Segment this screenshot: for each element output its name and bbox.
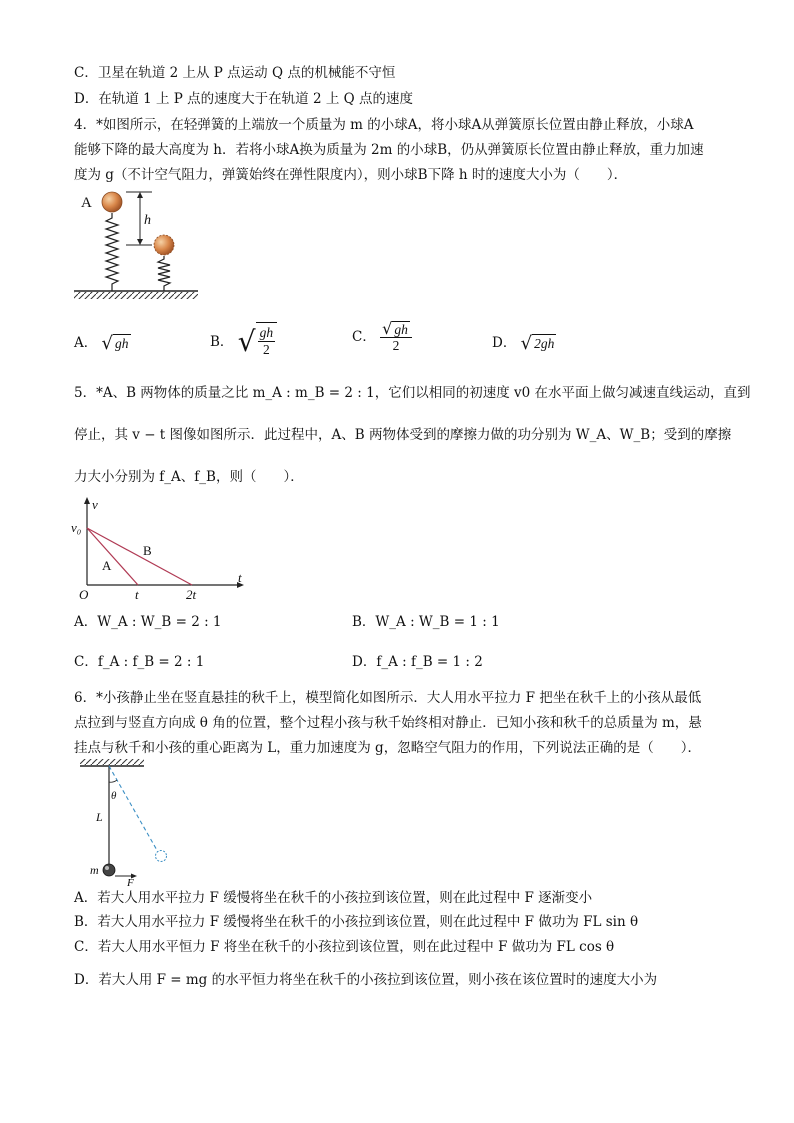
q6-stem-line2: 点拉到与竖直方向成 θ 角的位置，整个过程小孩与秋千始终相对静止．已知小孩和秋千的总质量为 m，悬 [74, 715, 702, 731]
right-spring [158, 256, 170, 291]
label-v: v [92, 497, 98, 512]
q3-option-d: D．在轨道 1 上 P 点的速度大于在轨道 2 上 Q 点的速度 [74, 91, 413, 107]
q4-option-b: B． √ $\frac{gh}{2}$ [210, 322, 277, 362]
sqrt-gh: √ gh [101, 332, 129, 354]
q6-swing-figure [80, 758, 180, 886]
frac-sqrt-gh-over-2: √ gh 2 [380, 320, 412, 354]
label-line-a: A [102, 558, 112, 573]
q6-option-a: A．若大人用水平拉力 F 缓慢将坐在秋千的小孩拉到该位置，则在此过程中 F 逐渐变小 [74, 890, 593, 906]
q4-option-c: C． √ gh 2 [352, 320, 412, 354]
q5-stem-line2: 停止，其 v − t 图像如图所示．此过程中，A、B 两物体受到的摩擦力做的功分别为 W_A、W_B；受到的摩擦 [74, 427, 732, 443]
q4-spring-figure [72, 186, 202, 310]
label-line-b: B [143, 543, 152, 558]
label-v0: v₀ [71, 520, 82, 535]
line-b [87, 528, 192, 585]
label-f: F [127, 877, 134, 886]
sqrt-2gh: √ 2gh [520, 332, 555, 354]
q3-option-c: C．卫星在轨道 2 上从 P 点运动 Q 点的机械能不守恒 [74, 65, 396, 81]
q6-option-c: C．若大人用水平恒力 F 将坐在秋千的小孩拉到该位置，则在此过程中 F 做功为 FL cos θ [74, 939, 615, 955]
q5-stem-line1: 5．*A、B 两物体的质量之比 m_A : m_B = 2 : 1，它们以相同的初速度 v0 在水平面上做匀减速直线运动，直到 [74, 385, 751, 401]
q5-stem-line3: 力大小分别为 f_A、f_B，则（ ）． [74, 469, 304, 485]
label-theta: θ [111, 790, 117, 802]
label-h: h [144, 213, 151, 228]
q5-option-a: A．W_A : W_B = 2 : 1 [74, 614, 222, 630]
q6-stem-line1: 6．*小孩静止坐在竖直悬挂的秋千上，模型简化如图所示．大人用水平拉力 F 把坐在秋千上的小孩从最低 [74, 690, 702, 706]
label-m: m [90, 863, 99, 877]
q6-option-b: B．若大人用水平拉力 F 缓慢将坐在秋千的小孩拉到该位置，则在此过程中 F 做功为 FL sin θ [74, 914, 639, 930]
q4-stem-line3: 度为 g（不计空气阻力，弹簧始终在弹性限度内），则小球B下降 h 时的速度大小为（ ）． [74, 167, 628, 183]
label-t-tick: t [135, 587, 139, 602]
q4-stem-line2: 能够下降的最大高度为 h．若将小球A换为质量为 2m 的小球B，仍从弹簧原长位置由静止释放，重力加速 [74, 142, 704, 158]
ground-hatch [74, 292, 198, 299]
child-mass [103, 864, 115, 876]
q6-stem-line3: 挂点与秋千和小孩的重心距离为 L，重力加速度为 g，忽略空气阻力的作用，下列说法正确的是（ ）． [74, 740, 701, 756]
q6-option-d: D．若大人用 F = mg 的水平恒力将坐在秋千的小孩拉到该位置，则小孩在该位置时的速度大小为 [74, 972, 658, 988]
label-a: A [81, 195, 92, 211]
q4-stem-line1: 4．*如图所示，在轻弹簧的上端放一个质量为 m 的小球A，将小球A从弹簧原长位置由静止释放，小球A [74, 117, 694, 133]
label-t-axis: t [238, 570, 242, 585]
ball-b [154, 235, 174, 255]
sqrt-gh-over-2: √ $\frac{gh}{2}$ [238, 322, 277, 362]
q5-option-c: C．f_A : f_B = 2 : 1 [74, 654, 205, 670]
displaced-ball [156, 851, 167, 862]
left-spring [106, 213, 118, 291]
displaced-rope [109, 766, 158, 852]
label-o: O [79, 587, 89, 602]
q4-option-d: D． √ 2gh [492, 332, 555, 354]
ball-a [102, 192, 122, 212]
line-a [87, 528, 138, 585]
label-2t-tick: 2t [186, 587, 197, 602]
q5-vt-graph [70, 495, 250, 603]
q5-option-b: B．W_A : W_B = 1 : 1 [352, 614, 500, 630]
q4-option-a: A． √ gh [74, 332, 129, 354]
ceiling-hatch [80, 759, 144, 765]
label-l: L [96, 810, 103, 824]
q5-option-d: D．f_A : f_B = 1 : 2 [352, 654, 483, 670]
